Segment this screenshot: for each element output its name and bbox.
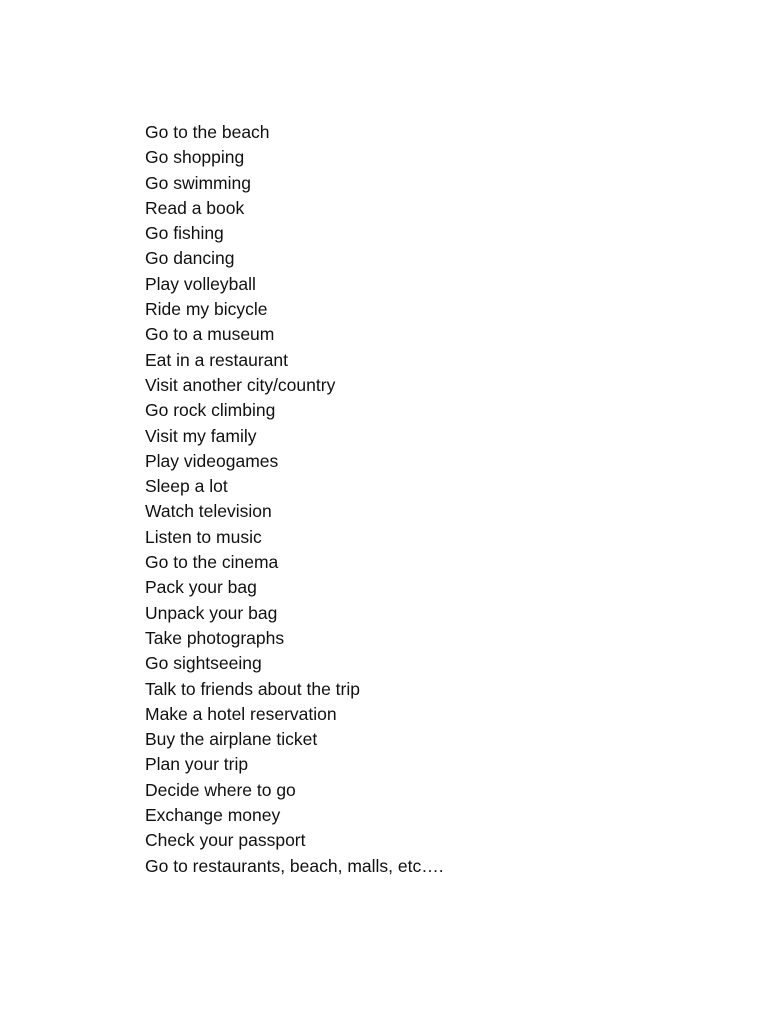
list-item: Visit my family — [145, 425, 257, 446]
list-item: Talk to friends about the trip — [145, 678, 360, 699]
list-item: Play videogames — [145, 450, 279, 471]
list-item: Go fishing — [145, 223, 224, 244]
list-item: Make a hotel reservation — [145, 703, 337, 724]
list-item: Go to restaurants, beach, malls, etc…. — [145, 855, 444, 876]
list-item: Go shopping — [145, 147, 245, 168]
list-item: Go dancing — [145, 248, 235, 269]
list-item: Check your passport — [145, 830, 306, 851]
list-item: Take photographs — [145, 627, 285, 648]
list-item: Go to the cinema — [145, 552, 279, 573]
list-item: Unpack your bag — [145, 602, 278, 623]
list-item: Play volleyball — [145, 273, 256, 294]
list-item: Listen to music — [145, 526, 262, 547]
list-item: Go swimming — [145, 172, 251, 193]
list-item: Pack your bag — [145, 577, 257, 598]
list-item: Eat in a restaurant — [145, 349, 288, 370]
list-item: Go rock climbing — [145, 400, 276, 421]
list-item: Decide where to go — [145, 779, 296, 800]
list-item: Sleep a lot — [145, 476, 228, 497]
list-item: Visit another city/country — [145, 374, 336, 395]
list-item: Read a book — [145, 197, 245, 218]
list-item: Go sightseeing — [145, 653, 262, 674]
activity-list — [145, 120, 444, 879]
list-item: Watch television — [145, 501, 272, 522]
list-item: Go to the beach — [145, 122, 270, 142]
list-item: Ride my bicycle — [145, 299, 268, 320]
list-item: Plan your trip — [145, 754, 249, 775]
list-item: Exchange money — [145, 805, 281, 826]
list-item: Buy the airplane ticket — [145, 729, 318, 750]
list-item: Go to a museum — [145, 324, 275, 345]
